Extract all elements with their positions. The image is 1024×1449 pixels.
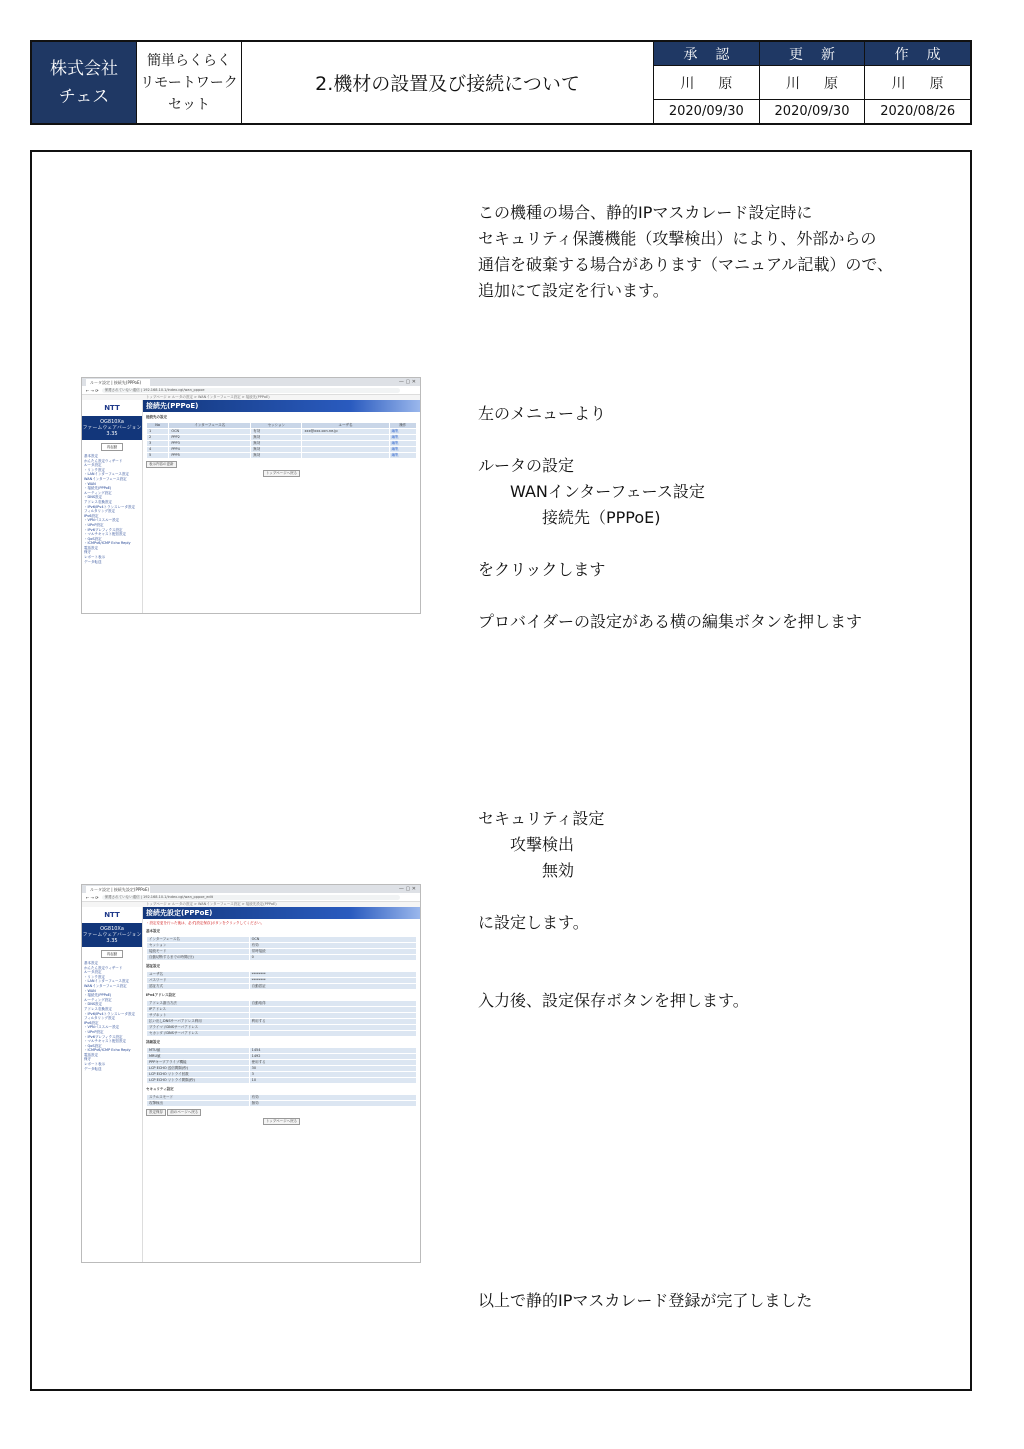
router-screenshot-pppoe-list bbox=[81, 377, 421, 614]
menu-item[interactable]: ・VPNパススルー設定 bbox=[84, 1025, 120, 1030]
menu-item[interactable]: ・LANインターフェース設定 bbox=[84, 979, 129, 984]
step1-text: 左のメニューより ルータの設定 WANインターフェース設定 接続先（PPPoE) をクリックします プロバイダーの設定がある横の編集ボタンを押します bbox=[478, 404, 863, 631]
router-sidebar bbox=[82, 907, 143, 1262]
menu-item[interactable]: ・VPNパススルー設定 bbox=[84, 518, 120, 523]
table-row bbox=[147, 453, 417, 459]
field-label: IPアドレス bbox=[147, 1007, 250, 1013]
edit-link[interactable]: 編集 bbox=[389, 435, 416, 441]
top-page-button[interactable]: トップページへ戻る bbox=[263, 470, 300, 477]
router-screenshot-pppoe-edit bbox=[81, 884, 421, 1263]
field-value[interactable] bbox=[249, 1031, 416, 1037]
menu-item[interactable]: IPv6設定 bbox=[84, 1020, 99, 1025]
settings-table bbox=[146, 971, 417, 990]
menu-item[interactable]: アドレス変換設定 bbox=[84, 499, 112, 504]
finish-text: 以上で静的IPマスカレード登録が完了しました bbox=[478, 1291, 813, 1310]
menu-item[interactable]: ・WAN bbox=[84, 988, 96, 993]
router-sidebar bbox=[82, 400, 143, 613]
window-controls-icon[interactable]: — ▢ ✕ bbox=[398, 379, 416, 385]
cell: 1 bbox=[147, 429, 169, 435]
router-menu bbox=[82, 454, 142, 564]
cell: xxx@xxx.ocn.ne.jp bbox=[302, 429, 389, 435]
section-title: IPv4アドレス設定 bbox=[146, 993, 176, 997]
signoff-role: 承認 bbox=[654, 42, 759, 66]
firmware-version: ファームウェアバージョン 3.35 bbox=[82, 932, 142, 944]
menu-item[interactable]: WANインターフェース設定 bbox=[84, 983, 127, 988]
field-label: MRU値 bbox=[147, 1054, 250, 1060]
intro-text: この機種の場合、静的IPマスカレード設定時に セキュリティ保護機能（攻撃検出）により、外部からの 通信を破棄する場合があります（マニュアル記載）ので、 追加にて設定を行います。 bbox=[478, 203, 894, 300]
field-label: サブネット bbox=[147, 1013, 250, 1019]
address-bar[interactable]: 保護されていない通信 | 192.168.10.1/index.cgi/wan_pppoe_edit bbox=[102, 895, 400, 900]
menu-item[interactable]: フィルタリング設定 bbox=[84, 1016, 116, 1021]
menu-item[interactable]: 保守 bbox=[84, 550, 91, 555]
field-value[interactable]: 10 bbox=[249, 1078, 416, 1084]
menu-item[interactable]: ・ICMPv6/ICMP Echo Reply bbox=[84, 541, 131, 546]
table-row bbox=[147, 955, 417, 961]
cell: 2 bbox=[147, 435, 169, 441]
document-title: 2.機材の設置及び接続について bbox=[242, 42, 654, 123]
cell bbox=[302, 453, 389, 459]
menu-item[interactable]: ・QoS設定 bbox=[84, 536, 102, 541]
table-row bbox=[147, 1078, 417, 1084]
edit-link[interactable]: 編集 bbox=[389, 447, 416, 453]
field-label: セカンダリDNSサーバアドレス bbox=[147, 1031, 250, 1037]
section-title: セキュリティ設定 bbox=[146, 1087, 174, 1091]
model-name: OG810Xa bbox=[100, 926, 124, 932]
menu-item[interactable]: ・接続先(PPPoE) bbox=[84, 486, 112, 491]
menu-item[interactable]: ・UPnP設定 bbox=[84, 522, 104, 527]
menu-item[interactable]: ・IPv6プレフィクス設定 bbox=[84, 527, 123, 532]
pppoe-table bbox=[146, 422, 417, 459]
menu-item[interactable]: ・ICMPv6/ICMP Echo Reply bbox=[84, 1048, 131, 1053]
field-label: アドレス割当方法 bbox=[147, 1001, 250, 1007]
field-value[interactable]: 使用する bbox=[249, 1060, 416, 1066]
menu-item[interactable]: ・UPnP設定 bbox=[84, 1029, 104, 1034]
field-label: ユーザ名 bbox=[147, 972, 250, 978]
field-label: LCP ECHO 送信間隔(秒) bbox=[147, 1066, 250, 1072]
edit-link[interactable]: 編集 bbox=[389, 429, 416, 435]
field-value[interactable]: 0 bbox=[249, 955, 416, 961]
cell: 無効 bbox=[251, 435, 302, 441]
menu-item[interactable]: WANインターフェース設定 bbox=[84, 476, 127, 481]
field-label: 自動切断するまでの時間(分) bbox=[147, 955, 250, 961]
address-bar[interactable]: 保護されていない通信 | 192.168.10.1/index.cgi/wan_pppoe bbox=[102, 388, 400, 393]
cell: OCN bbox=[169, 429, 251, 435]
menu-item[interactable]: ・DNS設定 bbox=[84, 1002, 103, 1007]
field-value[interactable]: 有効 bbox=[249, 1095, 416, 1101]
menu-item[interactable]: ルータ設定 bbox=[84, 970, 102, 975]
product-name-line2: リモートワーク bbox=[140, 74, 238, 91]
back-button[interactable]: 前のページへ戻る bbox=[167, 1109, 201, 1116]
field-label: パスワード bbox=[147, 978, 250, 984]
signoff-update bbox=[760, 42, 866, 123]
field-value[interactable]: 常時接続 bbox=[249, 949, 416, 955]
column-header: No bbox=[147, 423, 169, 429]
attack-detection-value[interactable]: 無効 bbox=[249, 1101, 416, 1107]
field-label: セッション bbox=[147, 943, 250, 949]
section-title: 詳細設定 bbox=[146, 1040, 160, 1044]
product-name-line1: 簡単らくらく bbox=[147, 52, 231, 69]
settings-table bbox=[146, 936, 417, 961]
menu-item[interactable]: ・IPv6プレフィクス設定 bbox=[84, 1034, 123, 1039]
section-title: 認証設定 bbox=[146, 964, 160, 968]
company-name-line2: チェス bbox=[58, 86, 110, 107]
field-value[interactable]: 1492 bbox=[249, 1054, 416, 1060]
cell: 無効 bbox=[251, 447, 302, 453]
browser-tab[interactable]: ルータ設定 | 接続先設定(PPPoE) bbox=[86, 886, 150, 893]
settings-table bbox=[146, 1047, 417, 1084]
refresh-button[interactable]: 表示内容の更新 bbox=[146, 461, 177, 468]
menu-item[interactable]: ルーティング設定 bbox=[84, 490, 112, 495]
column-header: 操作 bbox=[389, 423, 416, 429]
browser-address-row bbox=[82, 386, 420, 395]
menu-item[interactable]: ・マルチキャスト配信設定 bbox=[84, 1039, 126, 1044]
breadcrumb: トップページ > ルータの設定 > WANインターフェース設定 > 接続先(PPPoE) bbox=[82, 395, 420, 400]
field-label: プライマリDNSサーバアドレス bbox=[147, 1025, 250, 1031]
menu-item[interactable]: ・DNS設定 bbox=[84, 495, 103, 500]
field-value[interactable]: OCN bbox=[249, 937, 416, 943]
menu-item[interactable]: ・リンク設定 bbox=[84, 974, 105, 979]
field-label: インターフェース名 bbox=[147, 937, 250, 943]
company-name-line1: 株式会社 bbox=[50, 58, 118, 79]
edit-link[interactable]: 編集 bbox=[389, 453, 416, 459]
model-box bbox=[82, 416, 142, 440]
signoff-name: 川原 bbox=[865, 66, 970, 100]
signoff-name: 川原 bbox=[654, 66, 759, 100]
column-header: セッション bbox=[251, 423, 302, 429]
cell: PPP2 bbox=[169, 435, 251, 441]
cell: PPP5 bbox=[169, 453, 251, 459]
company-cell bbox=[32, 42, 137, 123]
browser-tabbar bbox=[82, 378, 420, 386]
cell: 無効 bbox=[251, 453, 302, 459]
section-title: 基本設定 bbox=[146, 929, 160, 933]
browser-tabbar bbox=[82, 885, 420, 893]
menu-item[interactable]: ・LANインターフェース設定 bbox=[84, 472, 129, 477]
firmware-version: ファームウェアバージョン 3.35 bbox=[82, 425, 142, 437]
menu-item[interactable]: ・QoS設定 bbox=[84, 1043, 102, 1048]
menu-item[interactable]: データ転送 bbox=[84, 1066, 102, 1071]
menu-item[interactable]: データ転送 bbox=[84, 559, 102, 564]
field-value[interactable]: 30 bbox=[249, 1066, 416, 1072]
signoff-create bbox=[865, 42, 970, 123]
step2-text: セキュリティ設定 攻撃検出 無効 に設定します。 入力後、設定保存ボタンを押します。 bbox=[478, 809, 749, 1010]
column-header: インターフェース名 bbox=[169, 423, 251, 429]
column-header: ユーザ名 bbox=[302, 423, 389, 429]
field-value[interactable]: 有効 bbox=[249, 943, 416, 949]
ntt-logo: NTT bbox=[104, 910, 120, 919]
field-value[interactable]: ******** bbox=[249, 978, 416, 984]
field-label: LCP ECHO リトライ間隔(秒) bbox=[147, 1078, 250, 1084]
menu-item[interactable]: レポート表示 bbox=[84, 1062, 105, 1067]
cell: 有効 bbox=[251, 429, 302, 435]
menu-item[interactable]: 基本設定 bbox=[84, 454, 98, 458]
field-value[interactable]: 自動取得 bbox=[249, 1001, 416, 1007]
field-value[interactable]: 自動認証 bbox=[249, 984, 416, 990]
signoff-date: 2020/08/26 bbox=[880, 104, 956, 119]
browser-tab[interactable]: ルータ設定 | 接続先(PPPoE) bbox=[86, 379, 150, 386]
menu-item[interactable]: 電話設定 bbox=[84, 1052, 98, 1057]
table-row bbox=[147, 1031, 417, 1037]
menu-item[interactable]: ・マルチキャスト配信設定 bbox=[84, 532, 126, 537]
router-menu bbox=[82, 961, 142, 1071]
product-name-line3: セット bbox=[168, 96, 210, 113]
breadcrumb: トップページ > ルータの設定 > WANインターフェース設定 > 接続先設定(PPPoE) bbox=[82, 902, 420, 907]
signoff-role: 作成 bbox=[865, 42, 970, 66]
table-row bbox=[147, 1101, 417, 1107]
field-label: LCP ECHO リトライ回数 bbox=[147, 1072, 250, 1078]
menu-item[interactable]: フィルタリング設定 bbox=[84, 509, 116, 514]
menu-item[interactable]: レポート表示 bbox=[84, 555, 105, 560]
field-label: MTU値 bbox=[147, 1048, 250, 1054]
restart-button[interactable]: 再起動 bbox=[101, 950, 123, 958]
field-value[interactable]: 3 bbox=[249, 1072, 416, 1078]
menu-item[interactable]: 保守 bbox=[84, 1057, 91, 1062]
window-controls-icon[interactable]: — ▢ ✕ bbox=[398, 886, 416, 892]
restart-button[interactable]: 再起動 bbox=[101, 443, 123, 451]
menu-item[interactable]: かんたん設定ウィザード bbox=[84, 965, 123, 970]
save-button[interactable]: 設定保存 bbox=[146, 1109, 166, 1116]
field-label: ステルスモード bbox=[147, 1095, 250, 1101]
menu-item[interactable]: アドレス変換設定 bbox=[84, 1006, 112, 1011]
cell: 3 bbox=[147, 441, 169, 447]
signoff-date: 2020/09/30 bbox=[774, 104, 850, 119]
menu-item[interactable]: ・WAN bbox=[84, 481, 96, 486]
field-label: PPPキープアライブ機能 bbox=[147, 1060, 250, 1066]
menu-item[interactable]: ルーティング設定 bbox=[84, 997, 112, 1002]
signoff-approve bbox=[654, 42, 760, 123]
security-settings-table bbox=[146, 1094, 417, 1107]
cell: 無効 bbox=[251, 441, 302, 447]
page-title: 接続先設定(PPPoE) bbox=[143, 907, 420, 919]
field-label: 接続モード bbox=[147, 949, 250, 955]
field-value[interactable]: ******** bbox=[249, 972, 416, 978]
document-header bbox=[30, 40, 972, 125]
section-title: 接続先の設定 bbox=[146, 415, 167, 419]
ntt-logo: NTT bbox=[104, 403, 120, 412]
menu-item[interactable]: ・IPv6/IPv4トランスレータ設定 bbox=[84, 504, 135, 509]
menu-item[interactable]: 基本設定 bbox=[84, 961, 98, 965]
top-page-button[interactable]: トップページへ戻る bbox=[263, 1118, 300, 1125]
signoff-date: 2020/09/30 bbox=[668, 104, 744, 119]
field-value[interactable]: 利用する bbox=[249, 1019, 416, 1025]
cell: PPP4 bbox=[169, 447, 251, 453]
router-content bbox=[143, 907, 420, 1262]
page-title: 接続先(PPPoE) bbox=[143, 400, 420, 412]
field-label: 攻撃検出 bbox=[147, 1101, 250, 1107]
menu-item[interactable]: かんたん設定ウィザード bbox=[84, 458, 123, 463]
signoff-name: 川原 bbox=[760, 66, 865, 100]
signoff-block bbox=[654, 42, 970, 123]
menu-item[interactable]: ・リンク設定 bbox=[84, 467, 105, 472]
model-name: OG810Xa bbox=[100, 419, 124, 425]
field-label: 認証方式 bbox=[147, 984, 250, 990]
nav-arrows-icon[interactable]: ← → ⟳ bbox=[86, 894, 99, 900]
edit-link[interactable]: 編集 bbox=[389, 441, 416, 447]
browser-address-row bbox=[82, 893, 420, 902]
menu-item[interactable]: IPv6設定 bbox=[84, 513, 99, 518]
field-value[interactable]: 1454 bbox=[249, 1048, 416, 1054]
cell: 5 bbox=[147, 453, 169, 459]
menu-item[interactable]: ルータ設定 bbox=[84, 463, 102, 468]
field-label: 払い出しDNSサーバアドレス利用 bbox=[147, 1019, 250, 1025]
table-row bbox=[147, 984, 417, 990]
router-content bbox=[143, 400, 420, 613]
product-cell bbox=[137, 42, 242, 123]
menu-item[interactable]: ・接続先(PPPoE) bbox=[84, 993, 112, 998]
model-box bbox=[82, 923, 142, 947]
nav-arrows-icon[interactable]: ← → ⟳ bbox=[86, 387, 99, 393]
cell: PPP3 bbox=[169, 441, 251, 447]
settings-table bbox=[146, 1000, 417, 1037]
signoff-role: 更新 bbox=[760, 42, 865, 66]
warning-text: ・設定変更を行った後は、必ず[設定保存]ボタンをクリックしてください。 bbox=[146, 921, 265, 925]
cell: 4 bbox=[147, 447, 169, 453]
menu-item[interactable]: ・IPv6/IPv4トランスレータ設定 bbox=[84, 1011, 135, 1016]
menu-item[interactable]: 電話設定 bbox=[84, 545, 98, 550]
